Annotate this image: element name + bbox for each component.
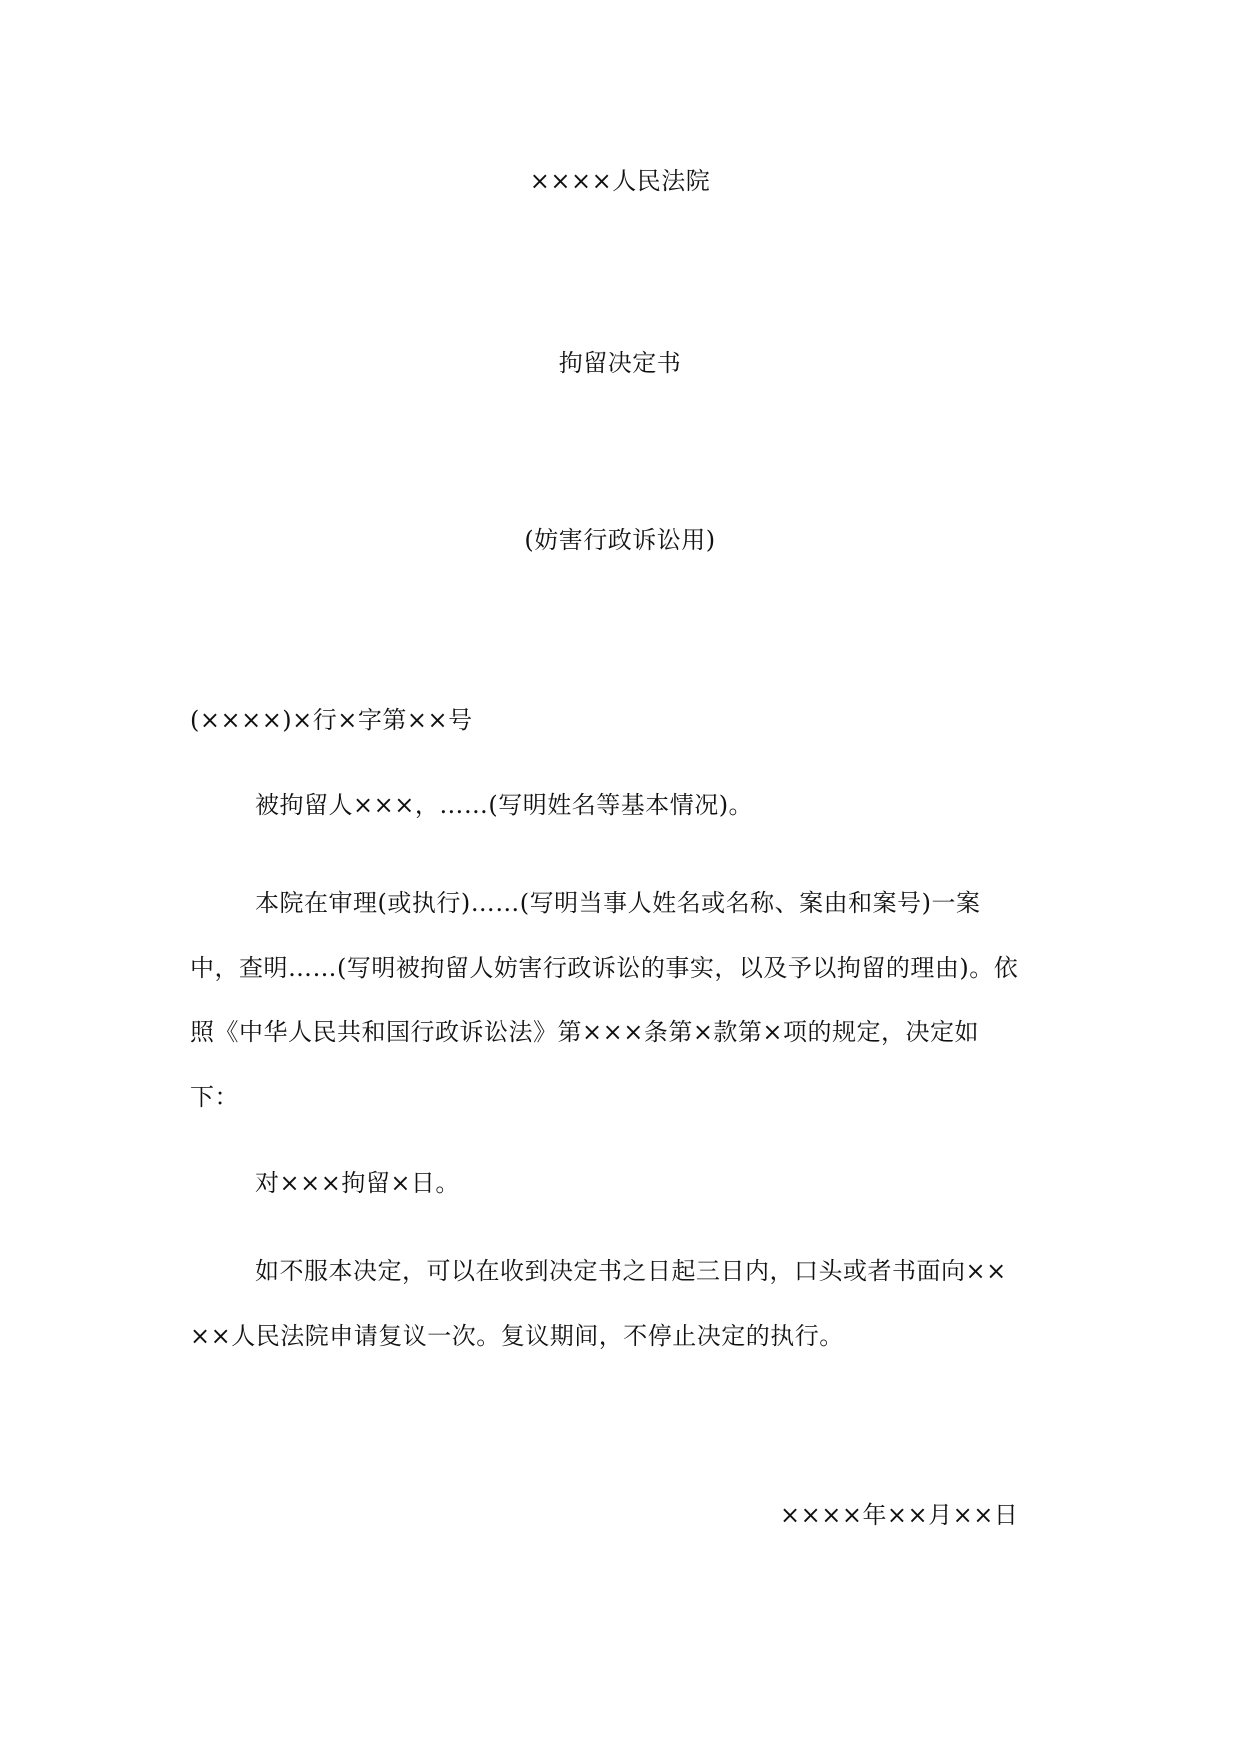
facts-paragraph-line-3: 照《中华人民共和国行政诉讼法》第×××条第×款第×项的规定，决定如	[190, 1018, 980, 1046]
facts-paragraph-line-1: 本院在审理(或执行)……(写明当事人姓名或名称、案由和案号)一案	[255, 889, 981, 917]
document-subtitle: (妨害行政诉讼用)	[524, 526, 716, 554]
facts-paragraph-line-4: 下：	[190, 1083, 239, 1111]
detainee-paragraph: 被拘留人×××，……(写明姓名等基本情况)。	[255, 791, 754, 819]
case-number: (××××)×行×字第××号	[190, 706, 473, 734]
decision-paragraph: 对×××拘留×日。	[255, 1169, 460, 1197]
document-date: ××××年××月××日	[780, 1501, 1019, 1529]
appeal-paragraph-line-1: 如不服本决定，可以在收到决定书之日起三日内，口头或者书面向××	[255, 1257, 1007, 1285]
facts-paragraph-line-2: 中，查明……(写明被拘留人妨害行政诉讼的事实，以及予以拘留的理由)。依	[190, 954, 1019, 982]
appeal-paragraph-line-2: ××人民法院申请复议一次。复议期间，不停止决定的执行。	[190, 1322, 844, 1350]
court-name: ××××人民法院	[529, 167, 711, 195]
document-title: 拘留决定书	[558, 349, 682, 377]
